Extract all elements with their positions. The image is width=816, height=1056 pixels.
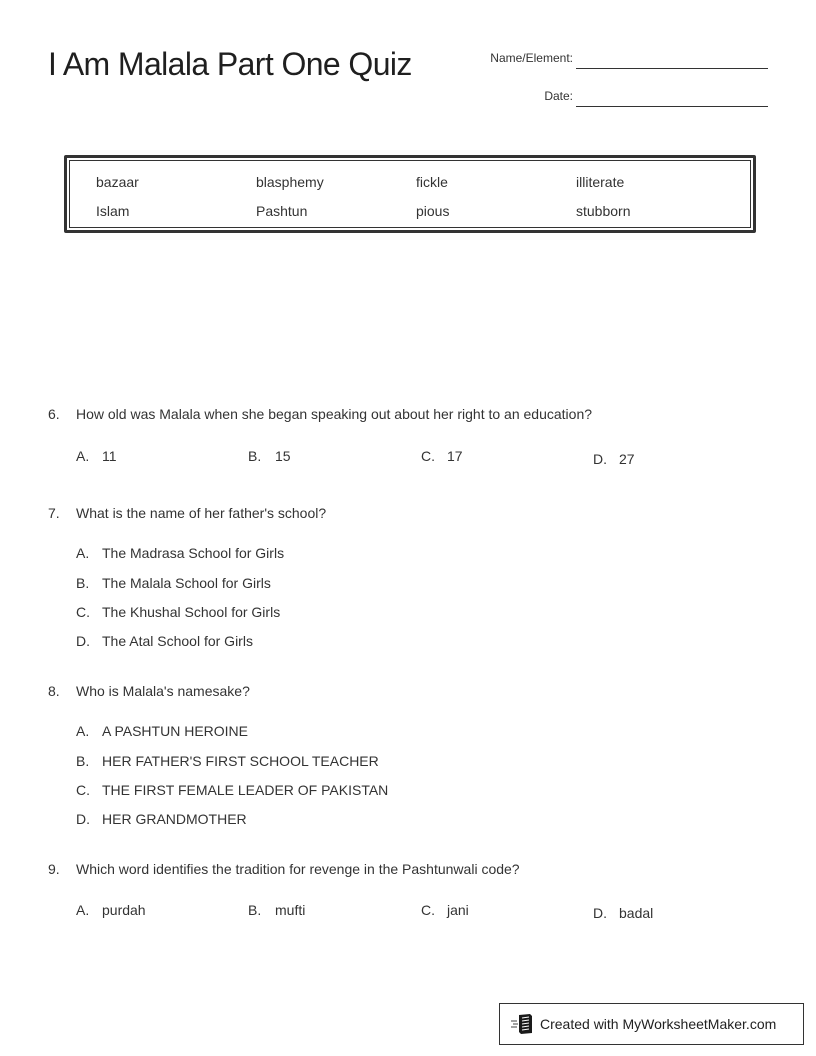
- option-c[interactable]: THE FIRST FEMALE LEADER OF PAKISTAN: [102, 782, 389, 798]
- date-field[interactable]: [576, 106, 768, 107]
- option-letter-d: D.: [593, 451, 607, 467]
- question-number: 8.: [48, 683, 60, 699]
- option-c[interactable]: jani: [447, 902, 469, 918]
- date-label: Date:: [544, 89, 573, 103]
- option-letter-b: B.: [248, 448, 262, 464]
- word-bank-inner-border: [69, 160, 751, 228]
- option-a[interactable]: A PASHTUN HEROINE: [102, 723, 248, 739]
- option-letter-c: C.: [421, 448, 435, 464]
- word-bank-word: Pashtun: [256, 203, 308, 219]
- option-d[interactable]: 27: [619, 451, 635, 467]
- option-letter-a: A.: [76, 545, 90, 561]
- question-number: 6.: [48, 406, 60, 422]
- option-d[interactable]: The Atal School for Girls: [102, 633, 253, 649]
- question-text: How old was Malala when she began speaking out about her right to an education?: [76, 406, 593, 422]
- word-bank-word: illiterate: [576, 174, 625, 190]
- option-letter-c: C.: [76, 782, 90, 798]
- option-letter-d: D.: [593, 905, 607, 921]
- option-c[interactable]: The Khushal School for Girls: [102, 604, 281, 620]
- question-number: 7.: [48, 505, 60, 521]
- created-with-badge[interactable]: [499, 1003, 804, 1045]
- option-letter-a: A.: [76, 902, 90, 918]
- option-letter-b: B.: [76, 753, 90, 769]
- option-letter-c: C.: [76, 604, 90, 620]
- option-letter-d: D.: [76, 633, 90, 649]
- word-bank-word: pious: [416, 203, 450, 219]
- option-letter-b: B.: [76, 575, 90, 591]
- option-letter-d: D.: [76, 811, 90, 827]
- question-text: What is the name of her father's school?: [76, 505, 327, 521]
- option-b[interactable]: mufti: [275, 902, 306, 918]
- word-bank: [64, 155, 756, 233]
- word-bank-word: Islam: [96, 203, 130, 219]
- option-d[interactable]: HER GRANDMOTHER: [102, 811, 247, 827]
- option-b[interactable]: HER FATHER'S FIRST SCHOOL TEACHER: [102, 753, 379, 769]
- word-bank-word: stubborn: [576, 203, 631, 219]
- worksheet-maker-logo-icon: [510, 1013, 534, 1035]
- option-letter-c: C.: [421, 902, 435, 918]
- name-element-label: Name/Element:: [490, 51, 573, 65]
- question-text: Who is Malala's namesake?: [76, 683, 250, 699]
- word-bank-word: fickle: [416, 174, 448, 190]
- word-bank-word: blasphemy: [256, 174, 324, 190]
- option-a[interactable]: The Madrasa School for Girls: [102, 545, 285, 561]
- page-title: I Am Malala Part One Quiz: [48, 46, 412, 82]
- word-bank-word: bazaar: [96, 174, 139, 190]
- option-a[interactable]: 11: [102, 448, 117, 464]
- question-text: Which word identifies the tradition for revenge in the Pashtunwali code?: [76, 861, 520, 877]
- option-c[interactable]: 17: [447, 448, 463, 464]
- name-element-field[interactable]: [576, 68, 768, 69]
- option-a[interactable]: purdah: [102, 902, 146, 918]
- option-letter-a: A.: [76, 723, 90, 739]
- option-letter-b: B.: [248, 902, 262, 918]
- option-b[interactable]: The Malala School for Girls: [102, 575, 271, 591]
- question-number: 9.: [48, 861, 60, 877]
- created-with-text: Created with MyWorksheetMaker.com: [540, 1016, 777, 1032]
- option-d[interactable]: badal: [619, 905, 654, 921]
- option-letter-a: A.: [76, 448, 90, 464]
- option-b[interactable]: 15: [275, 448, 291, 464]
